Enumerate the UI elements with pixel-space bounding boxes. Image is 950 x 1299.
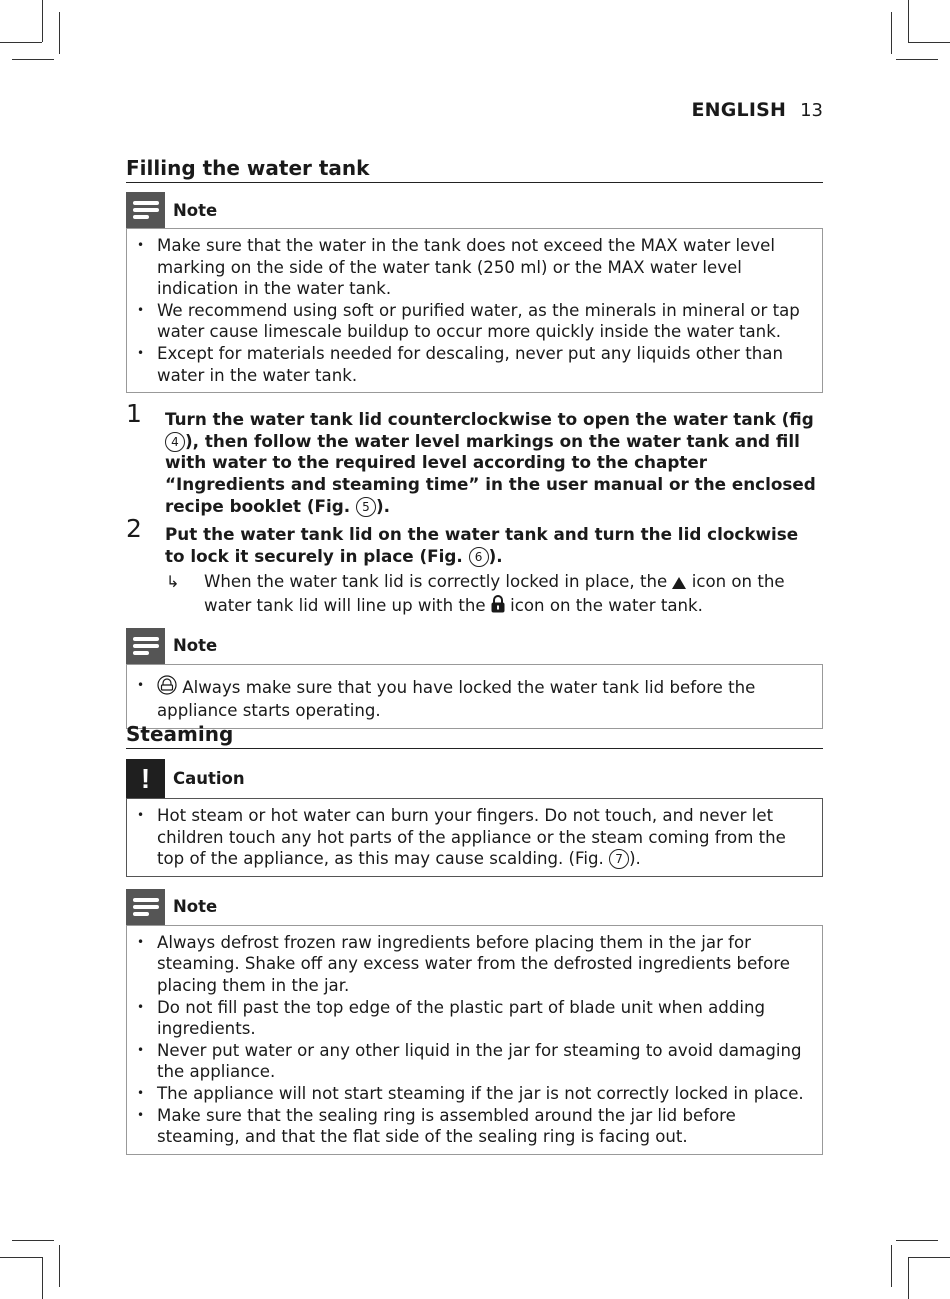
lid-lock-symbol-icon — [157, 675, 177, 701]
step-result — [126, 571, 823, 618]
section-title: Filling the water tank — [126, 156, 823, 183]
note-header — [126, 628, 823, 664]
result-text: When the water tank lid is correctly locked in place, the — [204, 572, 673, 592]
note-header — [126, 192, 823, 228]
padlock-icon — [491, 595, 505, 619]
caution-block — [126, 759, 823, 877]
list-item: • Do not fill past the top edge of the plastic part of blade unit when adding ingredients. — [157, 997, 812, 1040]
note-label: Note — [173, 636, 218, 655]
list-item-text: ). — [629, 849, 641, 869]
result-text: icon on the water tank lid will line up with the — [204, 572, 785, 615]
list-item — [157, 805, 812, 870]
list-item: • The appliance will not start steaming if the jar is not correctly locked in place. — [157, 1083, 812, 1105]
note-icon — [126, 628, 165, 664]
crop-mark — [891, 12, 892, 54]
list-item — [157, 675, 812, 722]
caution-icon: ! — [126, 759, 165, 798]
page-number: 13 — [800, 100, 823, 121]
step-2 — [126, 514, 823, 567]
step-text: Put the water tank lid on the water tank and turn the lid clockwise to lock it securely in place (Fig. — [165, 524, 799, 566]
list-item: • Except for materials needed for descaling, never put any liquids other than water in the water tank. — [157, 343, 812, 386]
language-label: ENGLISH — [691, 99, 787, 121]
note-box — [126, 925, 823, 1155]
list-item: • Make sure that the water in the tank does not exceed the MAX water level marking on the side of the water tank (250 ml) or the MAX water level indication in the water tank. — [157, 235, 812, 300]
step-text: ). — [375, 495, 390, 516]
step-text: Turn the water tank lid counterclockwise to open the water tank (fig — [165, 409, 814, 430]
crop-mark — [42, 1257, 43, 1299]
list-item: • Never put water or any other liquid in the jar for steaming to avoid damaging the appliance. — [157, 1040, 812, 1083]
crop-mark — [891, 1245, 892, 1287]
crop-mark — [896, 1240, 938, 1241]
note-box — [126, 228, 823, 393]
note-block — [126, 192, 823, 393]
crop-mark — [12, 1240, 54, 1241]
figure-reference: 6 — [469, 547, 489, 567]
crop-mark — [908, 1257, 909, 1299]
note-label: Note — [173, 897, 218, 917]
section-title: Steaming — [126, 722, 823, 749]
note-box — [126, 664, 823, 729]
note-block — [126, 889, 823, 1155]
caution-box — [126, 798, 823, 877]
step-text: ). — [488, 545, 503, 566]
result-text: icon on the water tank. — [504, 595, 703, 615]
list-item: • Make sure that the sealing ring is assembled around the jar lid before steaming, and that the flat side of the sealing ring is facing out. — [157, 1105, 812, 1148]
step-1 — [126, 399, 823, 517]
figure-reference: 7 — [609, 849, 629, 869]
crop-mark — [908, 0, 909, 42]
note-header — [126, 889, 823, 925]
crop-mark — [59, 1245, 60, 1287]
list-item-text: Always make sure that you have locked the water tank lid before the appliance starts operating. — [157, 677, 756, 721]
crop-mark — [0, 42, 42, 43]
list-item: • We recommend using soft or purified water, as the minerals in mineral or tap water cause limescale buildup to occur more quickly inside the water tank. — [157, 300, 812, 343]
section-filling-water-tank — [126, 156, 823, 729]
note-block — [126, 628, 823, 729]
page-header — [691, 99, 823, 121]
note-label: Note — [173, 200, 218, 220]
caution-label: Caution — [173, 769, 245, 788]
crop-mark — [908, 42, 950, 43]
crop-mark — [42, 0, 43, 42]
crop-mark — [908, 1257, 950, 1258]
caution-header — [126, 759, 823, 798]
list-item-text: Hot steam or hot water can burn your fingers. Do not touch, and never let children touch any hot parts of the appliance or the steam coming from the top of the appliance, as this may cause scalding. (Fig. — [157, 806, 786, 869]
note-icon — [126, 192, 165, 228]
step-number: 2 — [126, 514, 142, 544]
step-text: ), then follow the water level markings on the water tank and fill with water to the required level according to the chapter “Ingredients and steaming time” in the user manual or the enclosed recipe booklet (Fig. — [165, 430, 816, 516]
crop-mark — [12, 59, 54, 60]
crop-mark — [0, 1257, 42, 1258]
crop-mark — [896, 59, 938, 60]
figure-reference: 5 — [356, 497, 376, 517]
note-icon — [126, 889, 165, 925]
section-steaming — [126, 722, 823, 1155]
list-item: • Always defrost frozen raw ingredients before placing them in the jar for steaming. Shake off any excess water from the defrosted ingredients before placing them in the jar. — [157, 932, 812, 997]
triangle-up-icon — [672, 573, 686, 595]
result-arrow-icon: ↳ — [166, 572, 180, 592]
crop-mark — [59, 12, 60, 54]
step-number: 1 — [126, 399, 142, 429]
figure-reference: 4 — [165, 432, 185, 452]
